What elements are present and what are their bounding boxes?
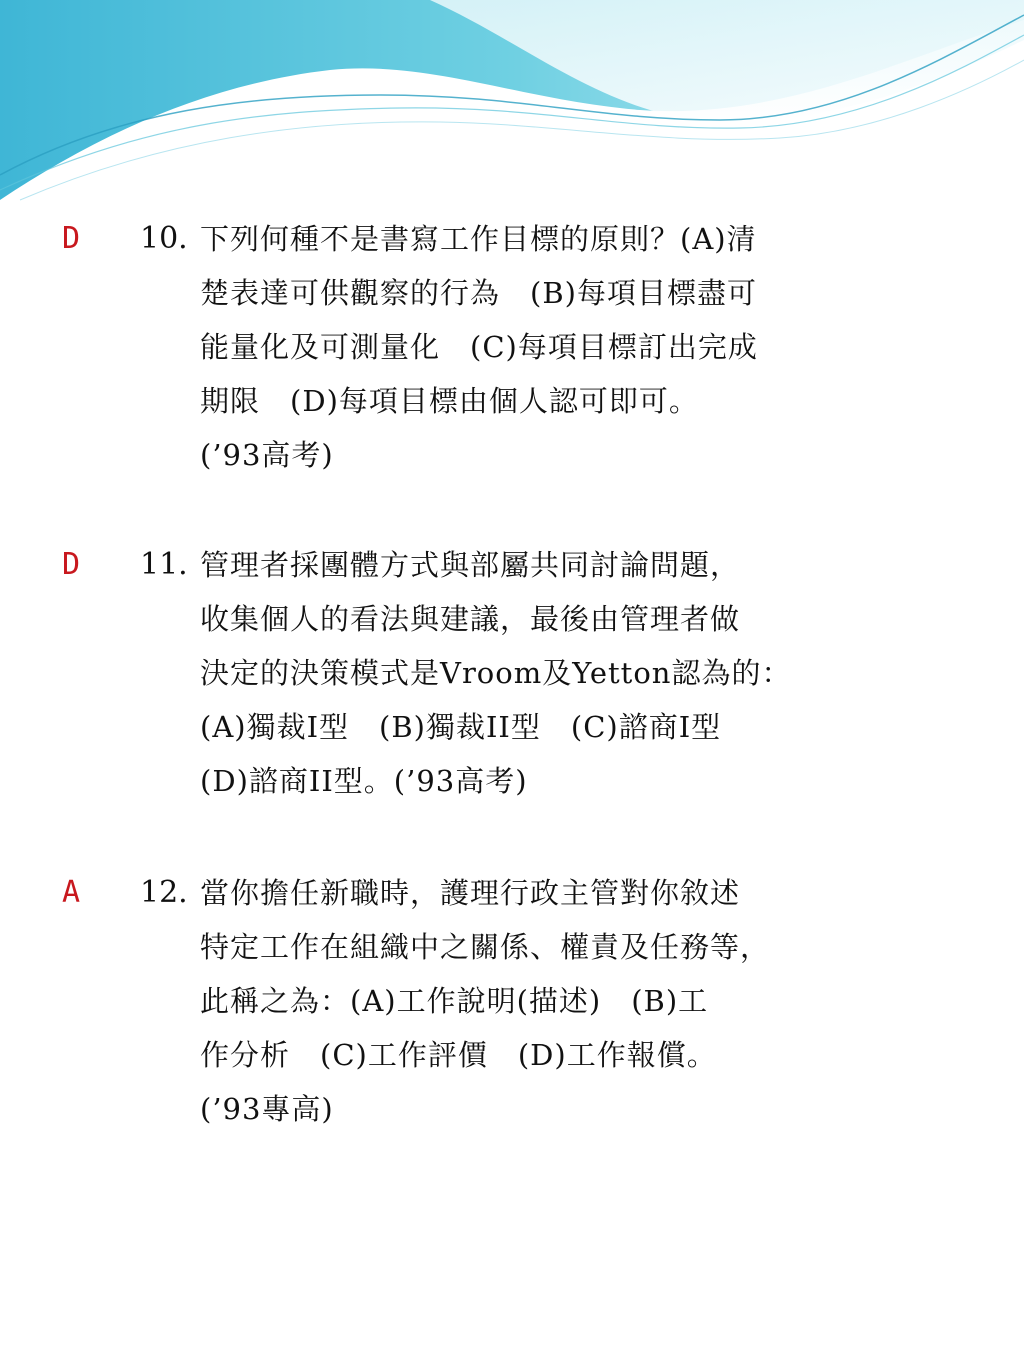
question-text: [200, 538, 900, 808]
answer-key: D: [62, 547, 81, 582]
question-line: 期限 (D)每項目標由個人認可即可。: [200, 384, 699, 418]
question-source: (’93專高): [200, 1092, 334, 1126]
answer-key: D: [62, 221, 81, 256]
question-line: 特定工作在組織中之關係、權責及任務等，: [200, 930, 771, 964]
question-number: 12.: [140, 875, 188, 910]
question-line: (A)獨裁I型 (B)獨裁II型 (C)諮商I型: [200, 710, 722, 744]
question-line: 此稱之為：(A)工作說明(描述) (B)工: [200, 984, 709, 1018]
question-line: 當你擔任新職時，護理行政主管對你敘述: [200, 876, 741, 910]
question-line: 管理者採團體方式與部屬共同討論問題，: [200, 548, 741, 582]
answer-key: A: [62, 875, 81, 910]
question-line: 收集個人的看法與建議，最後由管理者做: [200, 602, 741, 636]
question-line: 下列何種不是書寫工作目標的原則？(A)清: [200, 222, 757, 256]
question-source: (’93高考): [200, 438, 334, 472]
question-text: [200, 866, 900, 1136]
question-line: 決定的決策模式是Vroom及Yetton認為的：: [200, 656, 792, 690]
question-line: 能量化及可測量化 (C)每項目標訂出完成: [200, 330, 758, 364]
question-line: (D)諮商II型。(’93高考): [200, 764, 528, 798]
question-line: 楚表達可供觀察的行為 (B)每項目標盡可: [200, 276, 757, 310]
question-line: 作分析 (C)工作評價 (D)工作報償。: [200, 1038, 717, 1072]
question-number: 11.: [140, 547, 188, 582]
question-number: 10.: [140, 221, 188, 256]
question-text: [200, 212, 900, 482]
